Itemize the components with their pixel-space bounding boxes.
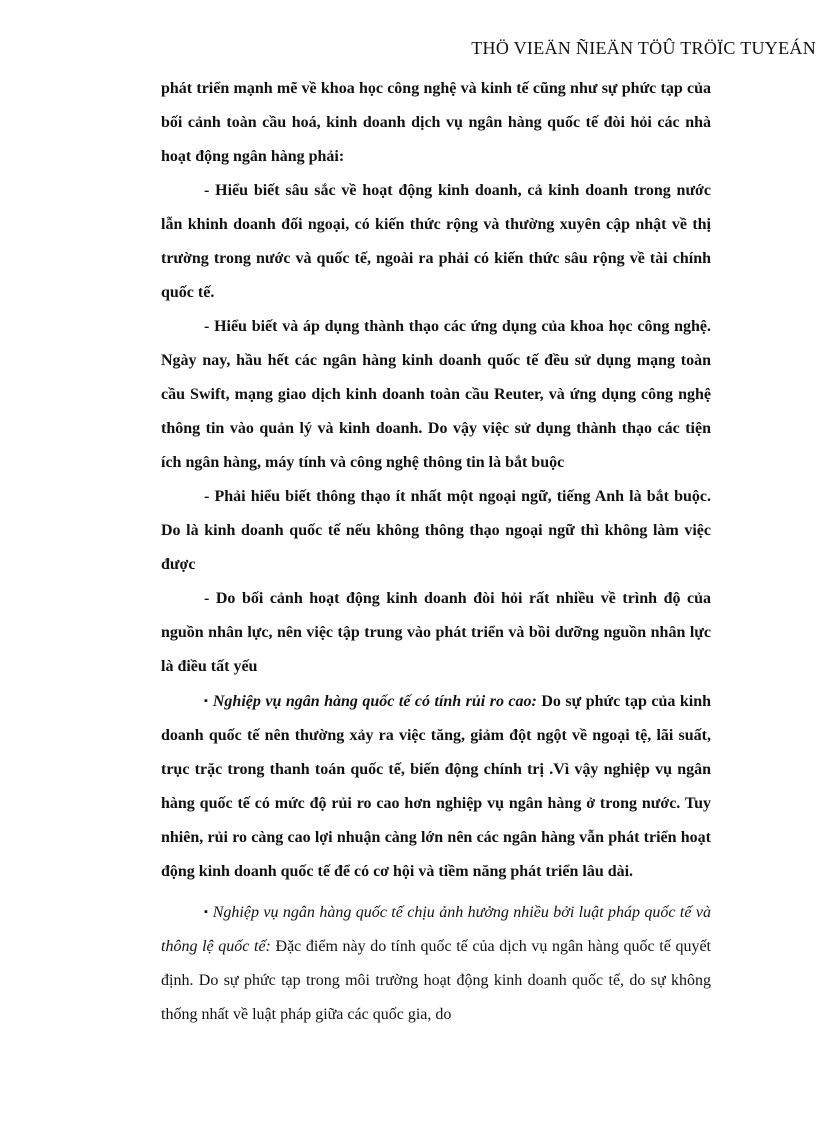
risk-body: Do sự phức tạp của kinh doanh quốc tế nên thường xảy ra việc tăng, giảm đột ngột về ngoại tệ, lãi suất, trục trặc trong thanh toán quốc tế, biến động chính trị .Vì vậy nghiệp vụ ngân hàng quốc tế có mức độ rủi ro cao hơn nghiệp vụ ngân hàng ở trong nước. Tuy nhiên, rủi ro càng cao lợi nhuận càng lớn nên các ngân hàng vẫn phát triển hoạt động kinh doanh quốc tế để có cơ hội và tiềm năng phát triển lâu dài. bbox=[161, 693, 712, 880]
paragraph-requirement-2: - Hiểu biết và áp dụng thành thạo các ứng dụng của khoa học công nghệ. Ngày nay, hầu hết các ngân hàng kinh doanh quốc tế đều sử dụng mạng toàn cầu Swift, mạng giao dịch kinh doanh toàn cầu Reuter, và ứng dụng công nghệ thông tin vào quản lý và kinh doanh. Do vậy việc sử dụng thành thạo các tiện ích ngân hàng, máy tính và công nghệ thông tin là bắt buộc bbox=[161, 318, 711, 471]
risk-heading: Nghiệp vụ ngân hàng quốc tế có tính rủi ro cao: bbox=[212, 693, 537, 710]
law-heading: Nghiệp vụ ngân hàng quốc tế chịu ảnh hưởng nhiều bởi luật pháp quốc tế và thông lệ quốc tế: bbox=[161, 904, 712, 955]
square-bullet-icon: ▪ bbox=[204, 906, 209, 918]
paragraph-requirement-3: - Phải hiểu biết thông thạo ít nhất một ngoại ngữ, tiếng Anh là bắt buộc. Do là kinh doanh quốc tế nếu không thông thạo ngoại ngữ thì không làm việc được bbox=[161, 488, 711, 573]
paragraph-law bbox=[161, 895, 711, 1032]
law-body: Đặc điểm này do tính quốc tế của dịch vụ ngân hàng quốc tế quyết định. Do sự phức tạp trong môi trường hoạt động kinh doanh quốc tế, do sự không thống nhất về luật pháp giữa các quốc gia, do bbox=[161, 938, 711, 1023]
paragraph-risk bbox=[161, 684, 711, 889]
document-body bbox=[161, 72, 711, 1032]
paragraph-requirement-4: - Do bối cảnh hoạt động kinh doanh đòi hỏi rất nhiều về trình độ của nguồn nhân lực, nên việc tập trung vào phát triển và bồi dưỡng nguồn nhân lực là điều tất yếu bbox=[161, 590, 711, 675]
running-header: THÖ VIEÄN ÑIEÄN TÖÛ TRÖÏC TUYEÁN bbox=[471, 38, 816, 58]
square-bullet-icon: ▪ bbox=[204, 695, 209, 707]
paragraph-intro: phát triển mạnh mẽ về khoa học công nghệ và kinh tế cũng như sự phức tạp của bối cảnh toàn cầu hoá, kinh doanh dịch vụ ngân hàng quốc tế đòi hỏi các nhà hoạt động ngân hàng phải: bbox=[161, 80, 711, 165]
paragraph-requirement-1: - Hiểu biết sâu sắc về hoạt động kinh doanh, cả kinh doanh trong nước lẫn khinh doanh đối ngoại, có kiến thức rộng và thường xuyên cập nhật về thị trường trong nước và quốc tế, ngoài ra phải có kiến thức sâu rộng về tài chính quốc tế. bbox=[161, 182, 711, 301]
